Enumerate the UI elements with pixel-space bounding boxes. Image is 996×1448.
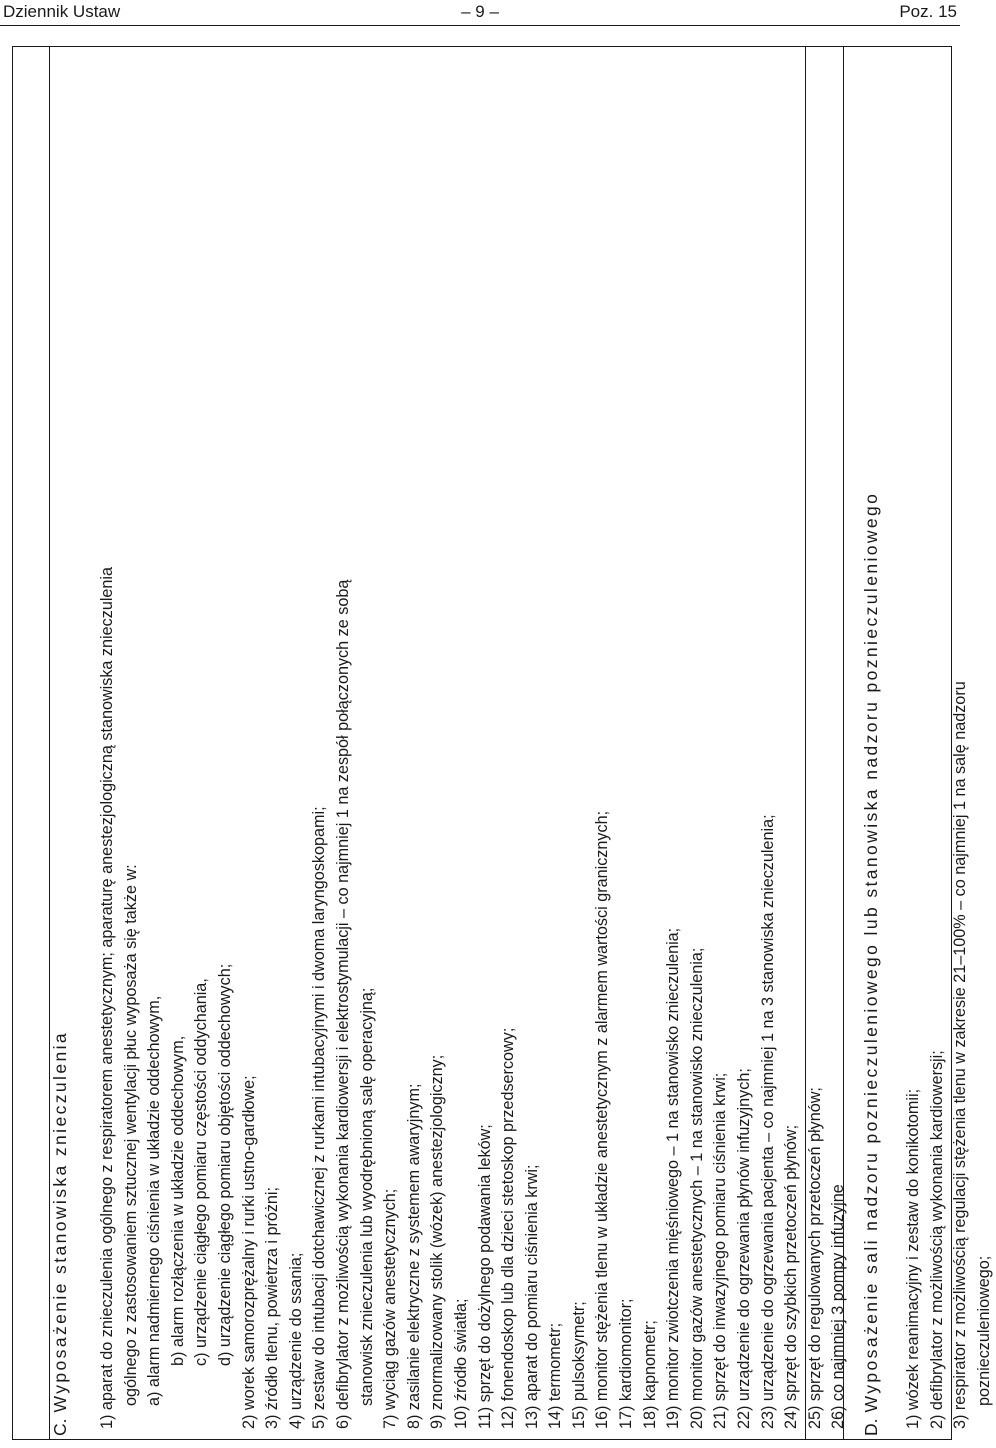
list-item: a) alarm nadmiernego ciśnienia w układzie oddechowym, bbox=[145, 995, 164, 1406]
list-item: 12) fonendoskop lub dla dzieci stetoskop przedsercowy; bbox=[499, 1027, 518, 1429]
list-item: 15) pulsoksymetr; bbox=[569, 1301, 588, 1429]
list-item: 19) monitor zwiotczenia mięśniowego – 1 na stanowisko znieczulenia; bbox=[664, 927, 683, 1429]
section-c-letter: C. bbox=[50, 1418, 70, 1436]
list-item: 8) zasilanie elektryczne z systemem awaryjnym; bbox=[404, 1083, 423, 1429]
section-c-list bbox=[96, 567, 851, 1429]
publication-title: Dziennik Ustaw bbox=[3, 2, 121, 21]
list-item: c) urządzenie ciągłego pomiaru częstości oddychania, bbox=[192, 978, 211, 1366]
list-item: 23) urządzenie do ogrzewania pacjenta – co najmniej 1 na 3 stanowiska znieczulenia; bbox=[758, 814, 777, 1429]
section-d-letter: D. bbox=[861, 1418, 881, 1436]
section-d-heading bbox=[861, 492, 882, 1436]
list-item: 25) sprzęt do regulowanych przetoczeń płynów; bbox=[805, 1087, 824, 1429]
list-item: 24) sprzęt do szybkich przetoczeń płynów; bbox=[782, 1124, 801, 1429]
list-item: 18) kapnometr; bbox=[640, 1320, 659, 1429]
list-item: 10) źródło światła; bbox=[451, 1298, 470, 1429]
position-number: Poz. 15 bbox=[899, 2, 957, 21]
section-d-list bbox=[902, 681, 996, 1429]
list-item: 1) aparat do znieczulenia ogólnego z respiratorem anestetycznym; aparaturę anestezjologiczną stanowiska znieczulenia bbox=[98, 566, 116, 1429]
list-item: 9) znormalizowany stolik (wózek) anestezjologiczny; bbox=[428, 1054, 447, 1429]
header-rule bbox=[0, 25, 960, 26]
page-header bbox=[0, 0, 960, 26]
list-item: 3) respirator z możliwością regulacji stężenia tlenu w zakresie 21–100% – co najmniej 1 na salę nadzoru bbox=[951, 681, 970, 1429]
list-item: 13) aparat do pomiaru ciśnienia krwi; bbox=[522, 1164, 541, 1429]
list-item: 2) defibrylator z możliwością wykonania kardiowersji; bbox=[927, 1050, 946, 1429]
list-item: 22) urządzenie do ogrzewania płynów infuzyjnych; bbox=[735, 1068, 754, 1429]
rotated-content bbox=[50, 48, 993, 1438]
section-c-title: Wyposażenie stanowiska znieczulenia bbox=[50, 1031, 70, 1413]
page-number: – 9 – bbox=[461, 2, 499, 21]
list-item: poznieczuleniowego; bbox=[974, 1255, 993, 1406]
list-item: 3) źródło tlenu, powietrza i próżni; bbox=[263, 1186, 282, 1429]
section-c-heading bbox=[50, 1031, 71, 1436]
list-item: d) urządzenie ciągłego pomiaru objętości oddechowych; bbox=[215, 963, 234, 1366]
list-item: 20) monitor gazów anestetycznych – 1 na stanowisko znieczulenia; bbox=[687, 947, 706, 1429]
list-item: 2) worek samorozprężalny i rurki ustno-gardłowe; bbox=[239, 1075, 258, 1429]
list-item: 17) kardiomonitor; bbox=[617, 1298, 636, 1429]
list-item: 16) monitor stężenia tlenu w układzie anestetycznym z alarmem wartości granicznych; bbox=[593, 810, 612, 1429]
list-item: 21) sprzęt do inwazyjnego pomiaru ciśnienia krwi; bbox=[711, 1072, 730, 1429]
section-d-title: Wyposażenie sali nadzoru poznieczuleniowego lub stanowiska nadzoru poznieczuleniowego bbox=[861, 491, 881, 1413]
list-item: 4) urządzenie do ssania; bbox=[286, 1252, 305, 1429]
list-item: 1) wózek reanimacyjny i zestaw do konikotomii; bbox=[904, 1088, 922, 1429]
list-item: 7) wyciąg gazów anestetycznych; bbox=[381, 1188, 400, 1429]
list-item: 26) co najmniej 3 pompy infuzyjne bbox=[829, 1184, 848, 1429]
list-item: b) alarm rozłączenia w układzie oddechowym, bbox=[168, 1035, 187, 1366]
list-item: 5) zestaw do intubacji dotchawicznej z rurkami intubacyjnymi i dwoma laryngoskopami; bbox=[310, 806, 329, 1429]
list-item: 14) termometr; bbox=[546, 1322, 565, 1429]
list-item: ogólnego z zastosowaniem sztucznej wentylacji płuc wyposaża się także w: bbox=[121, 864, 140, 1406]
list-item: 11) sprzęt do dożylnego podawania leków; bbox=[475, 1124, 494, 1429]
list-item: 6) defibrylator z możliwością wykonania kardiowersji i elektrostymulacji – co najmniej 1 na zespół połączonych ze sobą bbox=[333, 579, 352, 1429]
list-item: stanowisk znieczulenia lub wyodrębnioną salę operacyjną; bbox=[357, 987, 376, 1406]
